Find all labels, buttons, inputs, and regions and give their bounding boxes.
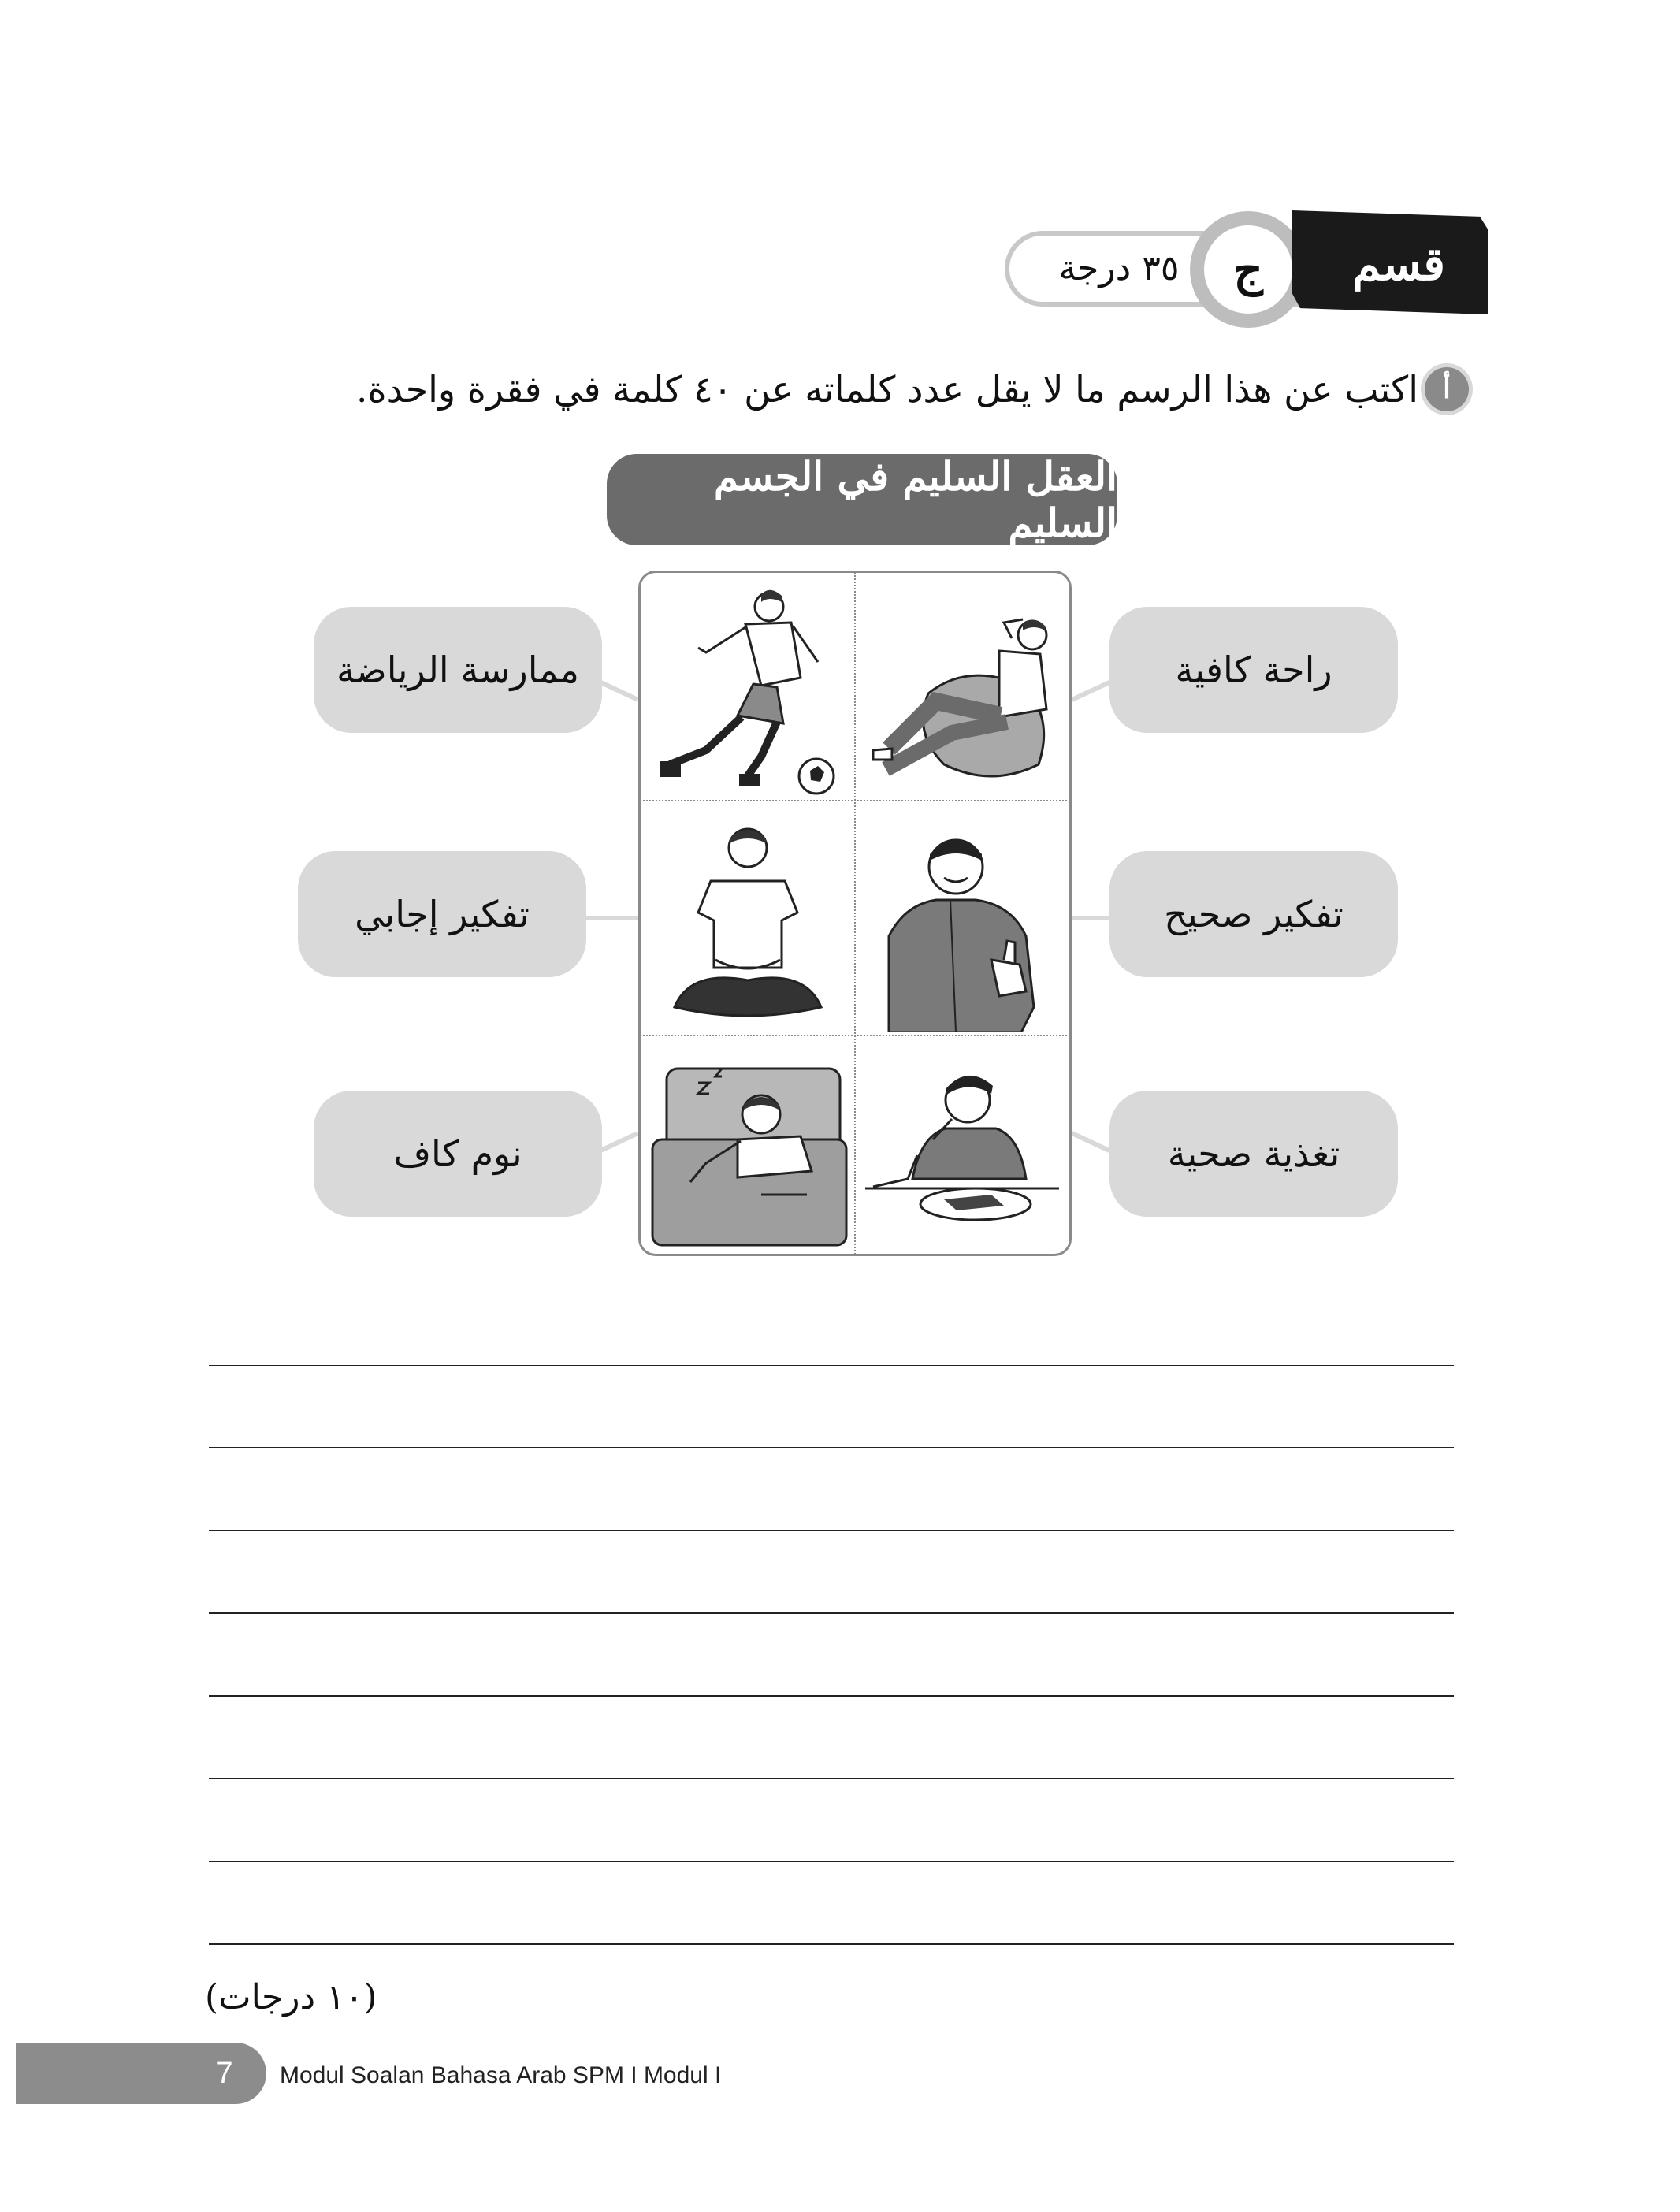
connector: [600, 1131, 639, 1152]
connector: [582, 916, 640, 920]
question-instruction: اكتب عن هذا الرسم ما لا يقل عدد كلماته عن ٤٠ كلمة في فقرة واحدة.: [355, 368, 1418, 411]
connector: [1071, 1131, 1110, 1152]
bubble-enough-sleep: نوم كاف: [314, 1091, 602, 1217]
panel-divider: [640, 1035, 1070, 1036]
bubble-exercise: ممارسة الرياضة: [314, 607, 602, 733]
writing-line[interactable]: [209, 1695, 1454, 1697]
page-number: 7: [216, 2056, 233, 2090]
marks-label: (١٠ درجات): [205, 1977, 377, 2017]
bubble-correct-thinking: تفكير صحيح: [1109, 851, 1398, 977]
section-degree: ٣٥ درجة: [1058, 247, 1180, 288]
connector: [1071, 680, 1110, 701]
sleeping-man-illustration: [643, 1037, 853, 1253]
section-label: قسم: [1351, 237, 1446, 291]
bubble-healthy-nutrition: تغذية صحية: [1109, 1091, 1398, 1217]
meditating-man-illustration: [643, 802, 853, 1032]
section-letter: ج: [1204, 225, 1292, 314]
writing-line[interactable]: [209, 1861, 1454, 1862]
relaxing-man-illustration: [857, 575, 1067, 797]
footer-title: Modul Soalan Bahasa Arab SPM I Modul I: [280, 2062, 722, 2088]
writing-line[interactable]: [209, 1778, 1454, 1779]
bubble-enough-rest: راحة كافية: [1109, 607, 1398, 733]
question-badge: أ: [1425, 367, 1469, 411]
thumbs-up-man-illustration: [857, 802, 1067, 1032]
writing-line[interactable]: [209, 1943, 1454, 1945]
bubble-positive-thinking: تفكير إجابي: [298, 851, 586, 977]
writing-line[interactable]: [209, 1530, 1454, 1531]
eating-man-illustration: [857, 1037, 1067, 1253]
football-player-illustration: [643, 575, 853, 797]
writing-line[interactable]: [209, 1612, 1454, 1614]
writing-line[interactable]: [209, 1365, 1454, 1366]
connector: [1070, 916, 1111, 920]
panel-divider: [640, 800, 1070, 801]
picture-title: العقل السليم في الجسم السليم: [607, 454, 1117, 545]
writing-line[interactable]: [209, 1447, 1454, 1448]
panel-divider: [854, 572, 856, 1255]
connector: [600, 680, 639, 701]
